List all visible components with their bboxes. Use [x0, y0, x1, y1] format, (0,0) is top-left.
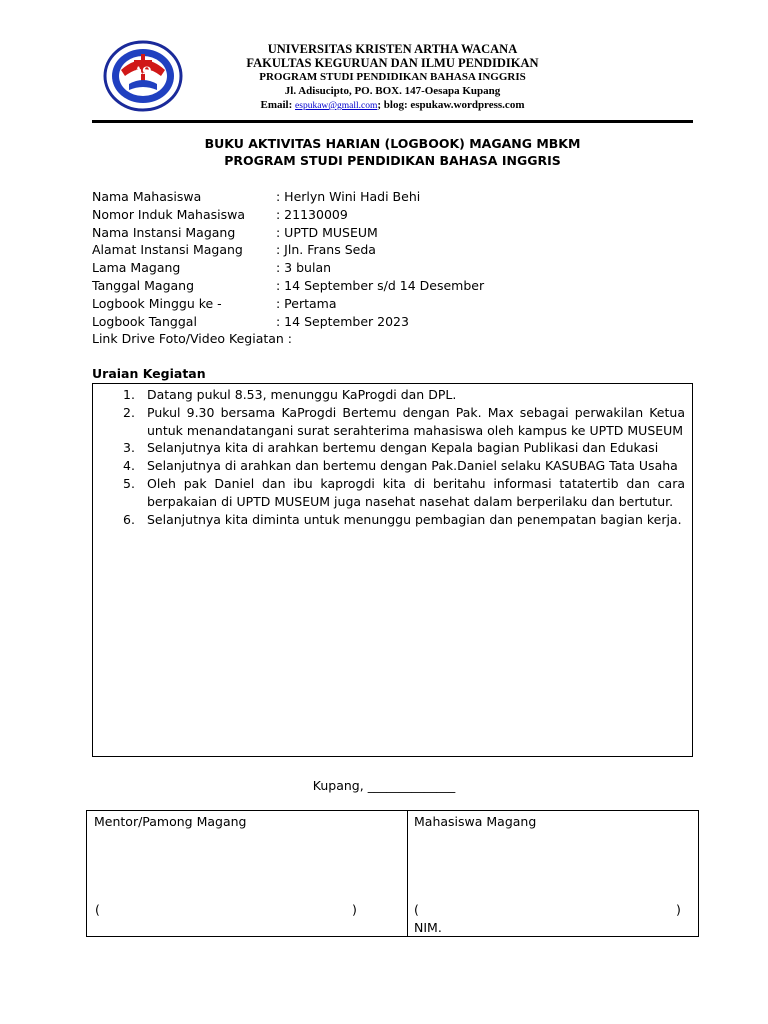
- info-row: [92, 206, 693, 224]
- mentor-paren-close: ): [352, 902, 357, 917]
- logo-symbol-text: AΩ: [134, 66, 152, 77]
- title-line-2: PROGRAM STUDI PENDIDIKAN BAHASA INGGRIS: [224, 153, 561, 168]
- list-item: [93, 439, 692, 457]
- document-title: [92, 135, 693, 169]
- list-item: [93, 457, 692, 475]
- item-text: Selanjutnya kita di arahkan bertemu dengan Kepala bagian Publikasi dan Edukasi: [147, 440, 659, 456]
- item-number: 1.: [123, 387, 135, 402]
- item-text: Pukul 9.30 bersama KaProgdi Bertemu dengan Pak. Max sebagai perwakilan Ketua untuk menandatangani surat serahterima mahasiswa oleh kampus ke UPTD MUSEUM: [147, 404, 685, 438]
- info-row: [92, 224, 693, 242]
- item-text: Datang pukul 8.53, menunggu KaProgdi dan DPL.: [147, 387, 457, 402]
- blog-text: ; blog: espukaw.wordpress.com: [377, 99, 525, 111]
- activities-box: [92, 383, 693, 757]
- student-paren-open: (: [414, 902, 419, 917]
- item-number: 2.: [123, 404, 135, 420]
- info-row: [92, 330, 693, 348]
- item-text: Selanjutnya kita diminta untuk menunggu pembagian dan penempatan bagian kerja.: [147, 511, 682, 527]
- info-label: Alamat Instansi Magang: [92, 242, 243, 258]
- item-number: 5.: [123, 475, 135, 491]
- info-value: : Pertama: [276, 295, 337, 311]
- item-number: 6.: [123, 511, 135, 527]
- title-line-1: BUKU AKTIVITAS HARIAN (LOGBOOK) MAGANG MBKM: [204, 136, 581, 151]
- contact-line: [190, 98, 595, 113]
- university-name: UNIVERSITAS KRISTEN ARTHA WACANA: [267, 42, 518, 56]
- list-item: [93, 386, 692, 404]
- student-label: Mahasiswa Magang: [414, 814, 537, 829]
- info-value: : 21130009: [276, 206, 348, 222]
- address: Jl. Adisucipto, PO. BOX. 147-Oesapa Kupang: [284, 85, 501, 97]
- info-row: [92, 295, 693, 313]
- info-label: Nama Instansi Magang: [92, 224, 236, 240]
- info-row: [92, 241, 693, 259]
- info-label: Logbook Tanggal: [92, 313, 197, 329]
- activities-heading: Uraian Kegiatan: [92, 366, 206, 381]
- signature-table: [86, 810, 699, 937]
- info-row: [92, 188, 693, 206]
- activities-list: [93, 386, 692, 528]
- email-link[interactable]: espukaw@gmall.com: [295, 101, 378, 111]
- letterhead: [190, 42, 595, 113]
- info-value: : 14 September 2023: [276, 313, 409, 329]
- city-date: Kupang, ______________: [312, 778, 456, 793]
- info-value: : Herlyn Wini Hadi Behi: [276, 189, 421, 204]
- info-label: Link Drive Foto/Video Kegiatan :: [92, 331, 293, 347]
- faculty-name: FAKULTAS KEGURUAN DAN ILMU PENDIDIKAN: [246, 56, 539, 70]
- info-label: Lama Magang: [92, 260, 181, 276]
- item-text: Selanjutnya di arahkan dan bertemu dengan Pak.Daniel selaku KASUBAG Tata Usaha: [147, 458, 678, 474]
- info-label: Tanggal Magang: [92, 277, 195, 293]
- email-label: Email:: [260, 99, 296, 111]
- info-row: [92, 259, 693, 277]
- info-row: [92, 313, 693, 331]
- info-label: Logbook Minggu ke -: [92, 295, 222, 311]
- student-info: [92, 188, 693, 348]
- info-label: Nama Mahasiswa: [92, 189, 202, 204]
- signature-divider: [407, 811, 408, 936]
- nim-label: NIM.: [414, 920, 442, 935]
- item-number: 4.: [123, 458, 135, 474]
- info-value: : 3 bulan: [276, 260, 332, 276]
- student-paren-close: ): [676, 902, 681, 917]
- info-row: [92, 277, 693, 295]
- item-text: Oleh pak Daniel dan ibu kaprogdi kita di beritahu informasi tatatertib dan cara berpakaian di UPTD MUSEUM juga nasehat nasehat dalam berperilaku dan bertutur.: [147, 475, 685, 509]
- list-item: [93, 475, 692, 511]
- mentor-paren-open: (: [95, 902, 100, 917]
- mentor-label: Mentor/Pamong Magang: [94, 814, 247, 829]
- info-value: : Jln. Frans Seda: [276, 242, 376, 258]
- header-rule: [92, 120, 693, 123]
- list-item: [93, 511, 692, 529]
- info-value: : 14 September s/d 14 Desember: [276, 277, 485, 293]
- info-label: Nomor Induk Mahasiswa: [92, 206, 246, 222]
- info-value: : UPTD MUSEUM: [276, 224, 378, 240]
- university-logo: [103, 40, 183, 112]
- program-name: PROGRAM STUDI PENDIDIKAN BAHASA INGGRIS: [259, 71, 526, 83]
- item-number: 3.: [123, 440, 135, 456]
- list-item: [93, 404, 692, 440]
